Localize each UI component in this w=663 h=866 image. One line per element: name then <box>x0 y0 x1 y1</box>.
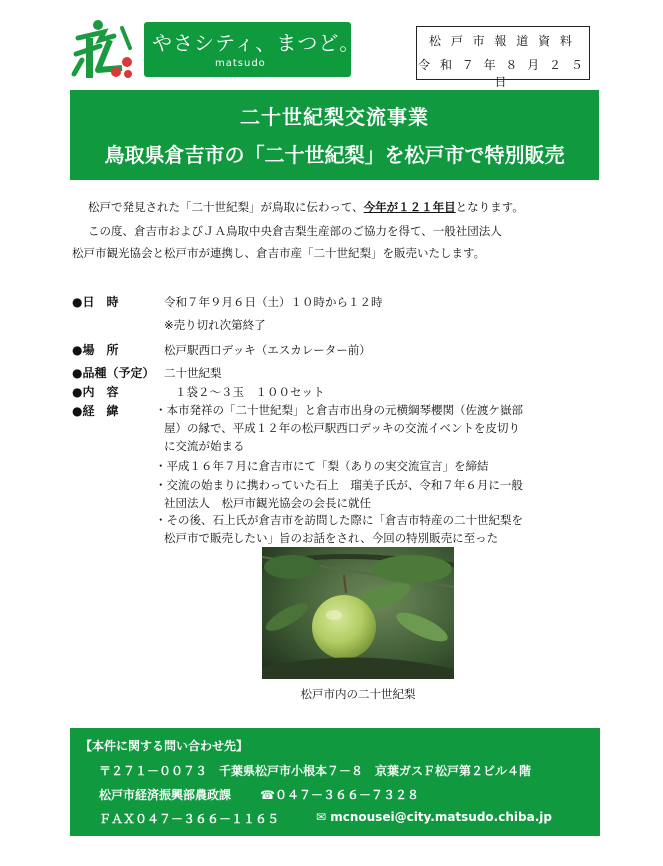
press-release-label: 松 戸 市 報 道 資 料 <box>429 34 575 48</box>
contact-heading: 【本件に関する問い合わせ先】 <box>80 739 249 753</box>
press-release-date: 令 和 ７ 年 ８ 月 ２ ５ 日 <box>418 58 586 89</box>
history-line: に交流が始まる <box>164 439 245 453</box>
history-line: 松戸市で販売したい」旨のお話をされ、今回の特別販売に至った <box>164 531 499 545</box>
intro-highlight: 今年が１２１年目 <box>363 200 456 214</box>
history-label: ●経 緯 <box>72 404 119 418</box>
title-line-1: 二十世紀梨交流事業 <box>240 105 429 129</box>
history-line: ・交流の始まりに携わっていた石上 瑠美子氏が、令和７年６月に一般 <box>155 478 523 492</box>
place-label: ●場 所 <box>72 343 119 357</box>
history-line: 屋）の縁で、平成１２年の松戸駅西口デッキの交流イベントを皮切り <box>164 421 521 435</box>
contact-fax: ＦＡＸ０４７－３６６－１１６５ <box>99 812 280 826</box>
place-value: 松戸駅西口デッキ（エスカレーター前） <box>164 343 371 357</box>
content-label: ●内 容 <box>72 385 119 399</box>
pear-photo <box>262 547 454 679</box>
history-line: ・その後、石上氏が倉吉市を訪問した際に「倉吉市特産の二十世紀梨を <box>155 513 523 527</box>
date-value: 令和７年９月６日（土）１０時から１２時 <box>164 295 383 309</box>
intro-line-1 <box>88 199 524 215</box>
variety-label: ●品種（予定） <box>72 366 155 380</box>
contact-department: 松戸市経済振興部農政課 <box>99 788 232 802</box>
history-line: ・平成１６年７月に倉吉市にて「梨（ありの実交流宣言」を締結 <box>155 459 489 473</box>
intro-line-1-c: となります。 <box>455 200 524 214</box>
contact-phone: ☎０４７－３６６－７３２８ <box>260 788 419 802</box>
intro-line-3: 松戸市観光協会と松戸市が連携し、倉吉市産「二十世紀梨」を販売いたします。 <box>72 246 486 260</box>
history-line: ・本市発祥の「二十世紀梨」と倉吉市出身の元横綱琴櫻関（佐渡ケ嶽部 <box>155 403 523 417</box>
date-label: ●日 時 <box>72 295 119 309</box>
contact-address: 〒２７１－００７３ 千葉県松戸市小根本７－８ 京葉ガスＦ松戸第２ビル４階 <box>99 764 532 778</box>
matsudo-logo-mark <box>70 18 140 80</box>
variety-value: 二十世紀梨 <box>164 366 222 380</box>
history-line: 社団法人 松戸市観光協会の会長に就任 <box>164 496 371 510</box>
content-value: １袋２～３玉 １００セット <box>175 385 325 399</box>
date-note: ※売り切れ次第終了 <box>164 318 266 332</box>
photo-caption: 松戸市内の二十世紀梨 <box>300 687 416 701</box>
logo-text: やさシティ、まつど。 <box>152 31 361 55</box>
intro-line-1-a: 松戸で発見された「二十世紀梨」が鳥取に伝わって、 <box>88 200 364 214</box>
title-line-2: 鳥取県倉吉市の「二十世紀梨」を松戸市で特別販売 <box>104 143 565 167</box>
intro-line-2: この度、倉吉市およびＪＡ鳥取中央倉吉梨生産部のご協力を得て、一般社団法人 <box>88 224 502 238</box>
logo-subtext: matsudo <box>215 58 266 69</box>
contact-email-link[interactable]: ✉ mcnousei@city.matsudo.chiba.jp <box>316 810 552 824</box>
